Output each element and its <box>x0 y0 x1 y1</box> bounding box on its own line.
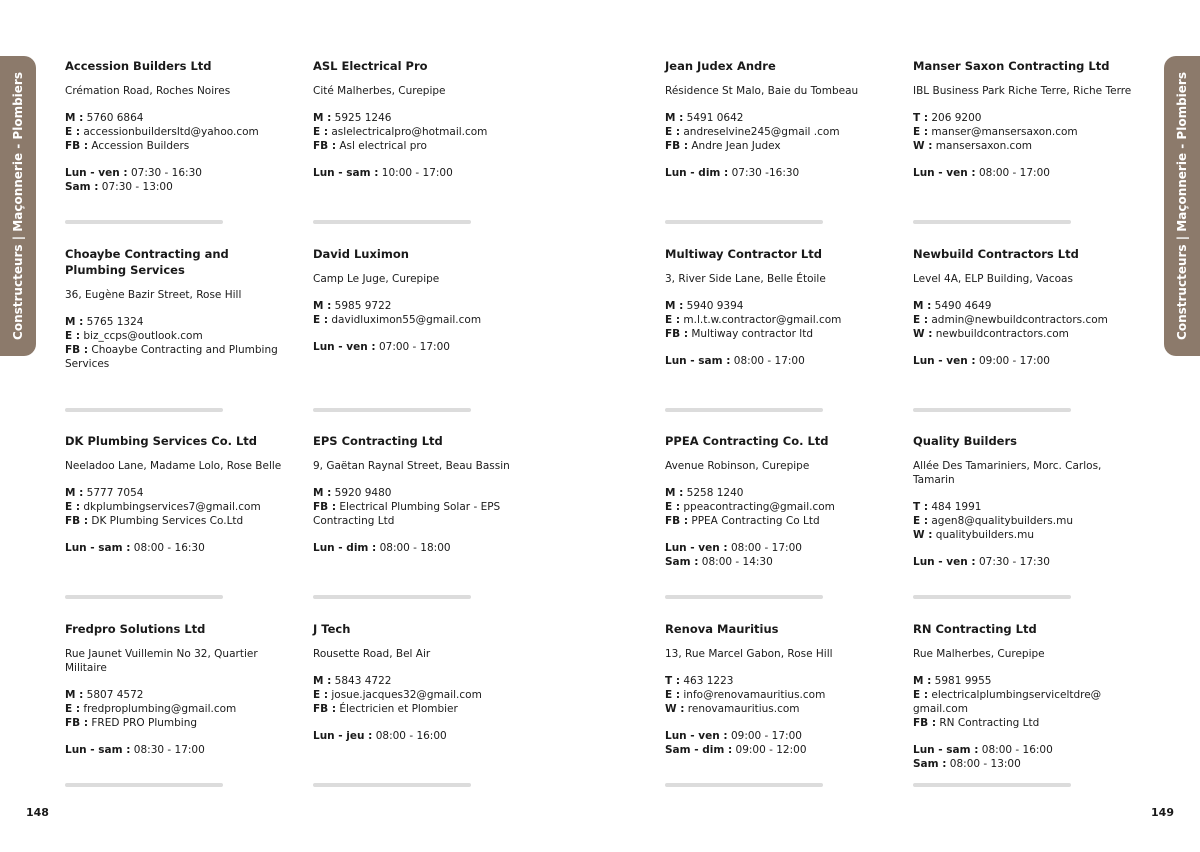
contact-row-label: T : <box>913 501 929 513</box>
contact-row-label: FB : <box>313 702 337 715</box>
business-entry <box>913 56 1143 244</box>
contact-row-value[interactable]: agen8@qualitybuilders.mu <box>931 515 1073 527</box>
entry-divider <box>665 220 823 224</box>
hours-block <box>665 354 913 368</box>
entry-divider <box>665 408 823 412</box>
hours-row-value: 08:00 - 18:00 <box>379 542 451 554</box>
contact-row-value[interactable]: biz_ccps@outlook.com <box>83 329 203 342</box>
left-page-directory <box>65 56 543 806</box>
hours-row-value: 10:00 - 17:00 <box>381 167 453 179</box>
hours-row-label: Lun - ven : <box>313 340 376 353</box>
business-name: Quality Builders <box>913 434 1017 448</box>
business-name: ASL Electrical Pro <box>313 59 428 73</box>
contact-row-value: RN Contracting Ltd <box>939 716 1040 729</box>
contact-row-label: E : <box>913 688 929 701</box>
entry-divider <box>665 595 823 599</box>
contact-row <box>65 315 297 329</box>
contact-row-label: FB : <box>313 501 337 513</box>
contact-row <box>913 688 1145 716</box>
contact-row <box>913 674 1145 688</box>
hours-block <box>313 541 543 555</box>
business-address: Level 4A, ELP Building, Vacoas <box>913 272 1073 285</box>
contact-block <box>665 486 897 528</box>
hours-block <box>665 541 913 569</box>
hours-row-label: Lun - dim : <box>313 542 377 554</box>
hours-row-value: 08:00 - 14:30 <box>701 556 773 568</box>
business-name: Jean Judex Andre <box>665 59 776 73</box>
business-name: DK Plumbing Services Co. Ltd <box>65 434 258 448</box>
contact-row-value[interactable]: fredproplumbing@gmail.com <box>83 702 237 715</box>
contact-row-value[interactable]: renovamauritius.com <box>687 702 800 715</box>
hours-row-label: Lun - sam : <box>313 167 379 179</box>
business-entry <box>65 619 313 807</box>
contact-row-value: 5760 6864 <box>86 112 144 124</box>
hours-row <box>913 743 1143 757</box>
hours-row <box>313 541 543 555</box>
contact-row-value: 5777 7054 <box>86 487 144 499</box>
contact-row-label: M : <box>313 674 332 687</box>
contact-row <box>313 299 545 313</box>
contact-row-value[interactable]: info@renovamauritius.com <box>683 688 826 701</box>
hours-row <box>913 166 1143 180</box>
contact-row-value[interactable]: manser@mansersaxon.com <box>931 126 1078 138</box>
contact-row-value[interactable]: admin@newbuildcontractors.com <box>931 313 1108 326</box>
hours-row-label: Sam : <box>65 181 99 193</box>
hours-row-label: Lun - sam : <box>665 354 731 367</box>
hours-row <box>665 743 913 757</box>
page-number-left: 148 <box>26 806 49 819</box>
contact-row <box>65 139 297 153</box>
hours-block <box>665 166 913 180</box>
contact-row-value: 5258 1240 <box>686 487 744 499</box>
contact-row-label: E : <box>65 126 81 138</box>
hours-row-label: Lun - sam : <box>65 542 131 554</box>
contact-row-label: FB : <box>665 140 689 152</box>
contact-row-value: 5843 4722 <box>334 674 392 687</box>
contact-row-label: M : <box>65 487 84 499</box>
business-name: Fredpro Solutions Ltd <box>65 621 206 636</box>
business-name: RN Contracting Ltd <box>913 621 1037 636</box>
hours-row-label: Lun - ven : <box>665 542 728 554</box>
contact-row-value: 5925 1246 <box>334 112 392 124</box>
business-address: Cité Malherbes, Curepipe <box>313 85 446 97</box>
contact-block <box>65 486 297 528</box>
contact-row-value[interactable]: aslelectricalpro@hotmail.com <box>331 126 488 138</box>
side-tab-left <box>0 56 36 356</box>
hours-row-value: 08:00 - 17:00 <box>733 354 805 367</box>
business-entry <box>313 619 543 807</box>
business-entry <box>65 431 313 619</box>
hours-row-value: 07:30 - 13:00 <box>101 181 173 193</box>
contact-row-value: FRED PRO Plumbing <box>91 716 198 729</box>
hours-block <box>913 354 1143 368</box>
hours-row-label: Lun - sam : <box>913 743 979 756</box>
hours-block <box>913 166 1143 180</box>
contact-row-label: E : <box>665 313 681 326</box>
contact-row-value: PPEA Contracting Co Ltd <box>691 515 820 527</box>
hours-row-label: Sam : <box>665 556 699 568</box>
entry-divider <box>65 595 223 599</box>
hours-row <box>65 743 313 757</box>
contact-row-label: E : <box>313 688 329 701</box>
hours-block <box>313 340 543 354</box>
entry-divider <box>313 220 471 224</box>
contact-row-label: FB : <box>65 515 89 527</box>
business-name: David Luximon <box>313 246 409 261</box>
entry-divider <box>313 783 471 787</box>
business-name: Newbuild Contractors Ltd <box>913 246 1079 261</box>
business-address: Rue Jaunet Vuillemin No 32, Quartier Militaire <box>65 647 258 674</box>
hours-row-value: 08:30 - 17:00 <box>133 743 205 756</box>
business-entry <box>665 56 913 244</box>
business-entry <box>665 431 913 619</box>
business-entry <box>913 619 1143 807</box>
contact-row-label: M : <box>313 112 332 124</box>
contact-row <box>665 327 897 341</box>
contact-row-value[interactable]: qualitybuilders.mu <box>935 529 1034 541</box>
business-address: Avenue Robinson, Curepipe <box>665 460 810 472</box>
contact-row-label: M : <box>313 487 332 499</box>
contact-row-value[interactable]: andreselvine245@gmail .com <box>683 126 840 138</box>
contact-block <box>313 486 545 528</box>
hours-row-value: 08:00 - 13:00 <box>949 757 1021 770</box>
hours-row <box>65 166 313 180</box>
entry-divider <box>65 783 223 787</box>
hours-row <box>913 757 1143 771</box>
contact-block <box>913 500 1145 542</box>
hours-row-value: 07:30 - 17:30 <box>978 556 1050 568</box>
contact-row <box>65 329 297 343</box>
business-address: IBL Business Park Riche Terre, Riche Terre <box>913 85 1132 97</box>
contact-row-label: E : <box>665 501 681 513</box>
hours-row-value: 08:00 - 16:00 <box>981 743 1053 756</box>
contact-block <box>313 674 545 716</box>
contact-row-label: E : <box>665 688 681 701</box>
contact-block <box>665 674 897 716</box>
contact-row-label: FB : <box>65 140 89 152</box>
contact-row-value: DK Plumbing Services Co.Ltd <box>91 515 244 527</box>
business-address: Camp Le Juge, Curepipe <box>313 272 440 285</box>
hours-row-value: 07:30 -16:30 <box>731 167 800 179</box>
hours-row <box>313 166 543 180</box>
contact-row-label: FB : <box>313 140 337 152</box>
hours-block <box>313 166 543 180</box>
contact-row <box>313 688 545 702</box>
hours-row <box>65 541 313 555</box>
hours-row-value: 08:00 - 17:00 <box>978 167 1050 179</box>
contact-row <box>313 674 545 688</box>
contact-block <box>313 299 545 327</box>
business-entry <box>665 244 913 432</box>
hours-row-label: Lun - ven : <box>65 167 128 179</box>
contact-row-value[interactable]: electricalplumbingserviceltdre@ gmail.com <box>913 688 1102 715</box>
contact-row-value: 5940 9394 <box>686 299 744 312</box>
contact-row-value: Asl electrical pro <box>339 140 427 152</box>
contact-block <box>65 111 297 153</box>
hours-row-label: Lun - ven : <box>913 556 976 568</box>
hours-row-label: Sam - dim : <box>665 743 733 756</box>
business-address: Rousette Road, Bel Air <box>313 647 431 660</box>
business-address: 9, Gaëtan Raynal Street, Beau Bassin <box>313 460 510 472</box>
contact-row <box>313 702 545 716</box>
contact-row-value: Accession Builders <box>91 140 190 152</box>
contact-row-value: 5985 9722 <box>334 299 392 312</box>
hours-row <box>665 555 913 569</box>
business-name: Multiway Contractor Ltd <box>665 246 822 261</box>
business-address: Neeladoo Lane, Madame Lolo, Rose Belle <box>65 460 282 472</box>
contact-row-label: W : <box>913 327 933 340</box>
business-name: PPEA Contracting Co. Ltd <box>665 434 829 448</box>
entry-divider <box>65 408 223 412</box>
business-address: Crémation Road, Roches Noires <box>65 85 231 97</box>
contact-row <box>665 688 897 702</box>
contact-row-value[interactable]: dkplumbingservices7@gmail.com <box>83 501 261 513</box>
business-name: Renova Mauritius <box>665 621 779 636</box>
hours-row-value: 08:00 - 16:30 <box>133 542 205 554</box>
business-entry <box>665 619 913 807</box>
contact-row-value: 5490 4649 <box>934 299 992 312</box>
contact-row-label: E : <box>913 313 929 326</box>
business-entry <box>313 431 543 619</box>
entry-divider <box>913 220 1071 224</box>
side-tab-right <box>1164 56 1200 356</box>
contact-row-label: E : <box>65 329 81 342</box>
contact-row <box>913 716 1145 730</box>
contact-row <box>65 702 297 716</box>
contact-block <box>913 299 1145 341</box>
contact-row-label: M : <box>913 299 932 312</box>
hours-row-value: 08:00 - 16:00 <box>375 729 447 742</box>
contact-row-value: Andre Jean Judex <box>691 140 781 152</box>
entry-divider <box>913 408 1071 412</box>
contact-row <box>65 111 297 125</box>
business-name: EPS Contracting Ltd <box>313 434 443 448</box>
business-address: Allée Des Tamariniers, Morc. Carlos, Tamarin <box>913 460 1102 486</box>
contact-row <box>665 299 897 313</box>
business-name: Manser Saxon Contracting Ltd <box>913 59 1110 73</box>
contact-row-value[interactable]: ppeacontracting@gmail.com <box>683 501 835 513</box>
contact-block <box>665 299 897 341</box>
contact-row-value: 5920 9480 <box>334 487 392 499</box>
business-entry <box>913 431 1143 619</box>
contact-row-label: W : <box>665 702 685 715</box>
hours-row-value: 07:00 - 17:00 <box>378 340 450 353</box>
contact-row-label: E : <box>313 126 329 138</box>
contact-row <box>913 528 1145 542</box>
entry-divider <box>665 783 823 787</box>
business-name: Accession Builders Ltd <box>65 59 212 73</box>
contact-row-value[interactable]: josue.jacques32@gmail.com <box>331 688 482 701</box>
contact-row-label: FB : <box>665 327 689 340</box>
contact-row <box>313 486 545 500</box>
hours-row <box>665 166 913 180</box>
contact-block <box>65 688 297 730</box>
hours-row-label: Lun - dim : <box>665 167 729 179</box>
contact-row <box>665 313 897 327</box>
hours-block <box>65 743 313 757</box>
contact-row <box>313 500 545 528</box>
contact-row <box>313 313 545 327</box>
hours-row-label: Sam : <box>913 757 947 770</box>
contact-row <box>665 125 897 139</box>
contact-row-value: 206 9200 <box>931 112 982 124</box>
contact-block <box>913 674 1145 730</box>
contact-row <box>665 139 897 153</box>
contact-row <box>65 500 297 514</box>
contact-block <box>313 111 545 153</box>
contact-row-label: M : <box>665 112 684 124</box>
hours-row-value: 09:00 - 17:00 <box>730 729 802 742</box>
contact-row <box>313 111 545 125</box>
contact-row-value[interactable]: accessionbuildersltd@yahoo.com <box>83 126 259 138</box>
business-entry <box>913 244 1143 432</box>
contact-row <box>665 486 897 500</box>
hours-row-label: Lun - sam : <box>65 743 131 756</box>
contact-row <box>65 125 297 139</box>
contact-row <box>65 486 297 500</box>
contact-row-label: FB : <box>665 515 689 527</box>
contact-row-value: Choaybe Contracting and Plumbing Services <box>65 343 278 370</box>
contact-row <box>913 313 1145 327</box>
contact-row-value[interactable]: m.l.t.w.contractor@gmail.com <box>683 313 842 326</box>
contact-row-label: W : <box>913 140 933 152</box>
contact-block <box>665 111 897 153</box>
contact-row-label: FB : <box>65 343 89 356</box>
contact-row-label: T : <box>913 112 929 124</box>
business-entry <box>65 244 313 432</box>
business-entry <box>65 56 313 244</box>
entry-divider <box>65 220 223 224</box>
contact-row <box>65 514 297 528</box>
hours-row-value: 09:00 - 17:00 <box>978 354 1050 367</box>
contact-row-label: E : <box>313 313 329 326</box>
hours-row-label: Lun - ven : <box>665 729 728 742</box>
contact-row-label: M : <box>913 674 932 687</box>
contact-row <box>913 299 1145 313</box>
business-entry <box>313 56 543 244</box>
hours-row <box>313 729 543 743</box>
hours-row <box>913 555 1143 569</box>
contact-row-value[interactable]: davidluximon55@gmail.com <box>331 313 482 326</box>
contact-row-label: E : <box>65 501 81 513</box>
hours-block <box>65 166 313 194</box>
entry-divider <box>913 595 1071 599</box>
contact-row <box>913 514 1145 528</box>
contact-row-value: 5765 1324 <box>86 315 144 328</box>
business-address: 36, Eugène Bazir Street, Rose Hill <box>65 288 242 301</box>
contact-row-label: T : <box>665 674 681 687</box>
contact-row-value: 5981 9955 <box>934 674 992 687</box>
right-page-directory <box>665 56 1143 806</box>
contact-row <box>913 125 1145 139</box>
hours-row <box>913 354 1143 368</box>
business-address: 3, River Side Lane, Belle Étoile <box>665 272 826 285</box>
contact-row <box>65 688 297 702</box>
hours-row <box>665 541 913 555</box>
hours-row <box>313 340 543 354</box>
contact-row <box>913 500 1145 514</box>
hours-block <box>913 743 1143 771</box>
contact-row-value: Multiway contractor ltd <box>691 327 814 340</box>
entry-divider <box>313 595 471 599</box>
contact-row-value: 5491 0642 <box>686 112 744 124</box>
contact-row-label: FB : <box>65 716 89 729</box>
contact-row-value[interactable]: newbuildcontractors.com <box>935 327 1069 340</box>
business-address: 13, Rue Marcel Gabon, Rose Hill <box>665 647 833 660</box>
contact-row-label: M : <box>665 299 684 312</box>
contact-row <box>65 716 297 730</box>
contact-row-value: 484 1991 <box>931 501 982 513</box>
contact-block <box>913 111 1145 153</box>
hours-row-label: Lun - ven : <box>913 354 976 367</box>
hours-block <box>313 729 543 743</box>
business-address: Résidence St Malo, Baie du Tombeau <box>665 85 859 97</box>
hours-row-label: Lun - ven : <box>913 167 976 179</box>
business-name: J Tech <box>313 621 351 636</box>
hours-block <box>65 541 313 555</box>
contact-row-label: E : <box>913 515 929 527</box>
contact-row <box>665 702 897 716</box>
contact-block <box>65 315 297 371</box>
contact-row <box>65 343 297 371</box>
entry-divider <box>913 783 1071 787</box>
contact-row-value: 5807 4572 <box>86 688 144 701</box>
contact-row-label: M : <box>665 487 684 499</box>
contact-row <box>665 111 897 125</box>
entry-divider <box>313 408 471 412</box>
contact-row <box>913 139 1145 153</box>
contact-row <box>913 327 1145 341</box>
contact-row-label: E : <box>65 702 81 715</box>
contact-row <box>665 500 897 514</box>
side-tab-right-label: Constructeurs | Maçonnerie - Plombiers <box>1175 72 1189 340</box>
contact-row-label: M : <box>65 315 84 328</box>
contact-row-label: M : <box>65 112 84 124</box>
business-name: Choaybe Contracting and Plumbing Services <box>65 246 229 277</box>
hours-row <box>665 354 913 368</box>
hours-block <box>665 729 913 757</box>
business-address: Rue Malherbes, Curepipe <box>913 647 1045 660</box>
hours-row <box>65 180 313 194</box>
contact-row-label: M : <box>65 688 84 701</box>
contact-row-label: FB : <box>913 716 937 729</box>
contact-row-value[interactable]: mansersaxon.com <box>935 140 1032 152</box>
contact-row-value: Electrical Plumbing Solar - EPS Contracting Ltd <box>313 501 501 527</box>
hours-row-value: 09:00 - 12:00 <box>735 743 807 756</box>
contact-row-label: W : <box>913 529 933 541</box>
hours-row <box>665 729 913 743</box>
contact-row <box>313 139 545 153</box>
business-entry <box>313 244 543 432</box>
contact-row <box>913 111 1145 125</box>
contact-row-label: M : <box>313 299 332 312</box>
contact-row-value: Électricien et Plombier <box>339 702 458 715</box>
page-number-right: 149 <box>1151 806 1174 819</box>
contact-row-value: 463 1223 <box>683 674 734 687</box>
contact-row-label: E : <box>665 126 681 138</box>
hours-row-value: 07:30 - 16:30 <box>130 167 202 179</box>
hours-block <box>913 555 1143 569</box>
contact-row <box>665 674 897 688</box>
contact-row-label: E : <box>913 126 929 138</box>
contact-row <box>313 125 545 139</box>
hours-row-value: 08:00 - 17:00 <box>730 542 802 554</box>
contact-row <box>665 514 897 528</box>
hours-row-label: Lun - jeu : <box>313 729 373 742</box>
side-tab-left-label: Constructeurs | Maçonnerie - Plombiers <box>11 72 25 340</box>
